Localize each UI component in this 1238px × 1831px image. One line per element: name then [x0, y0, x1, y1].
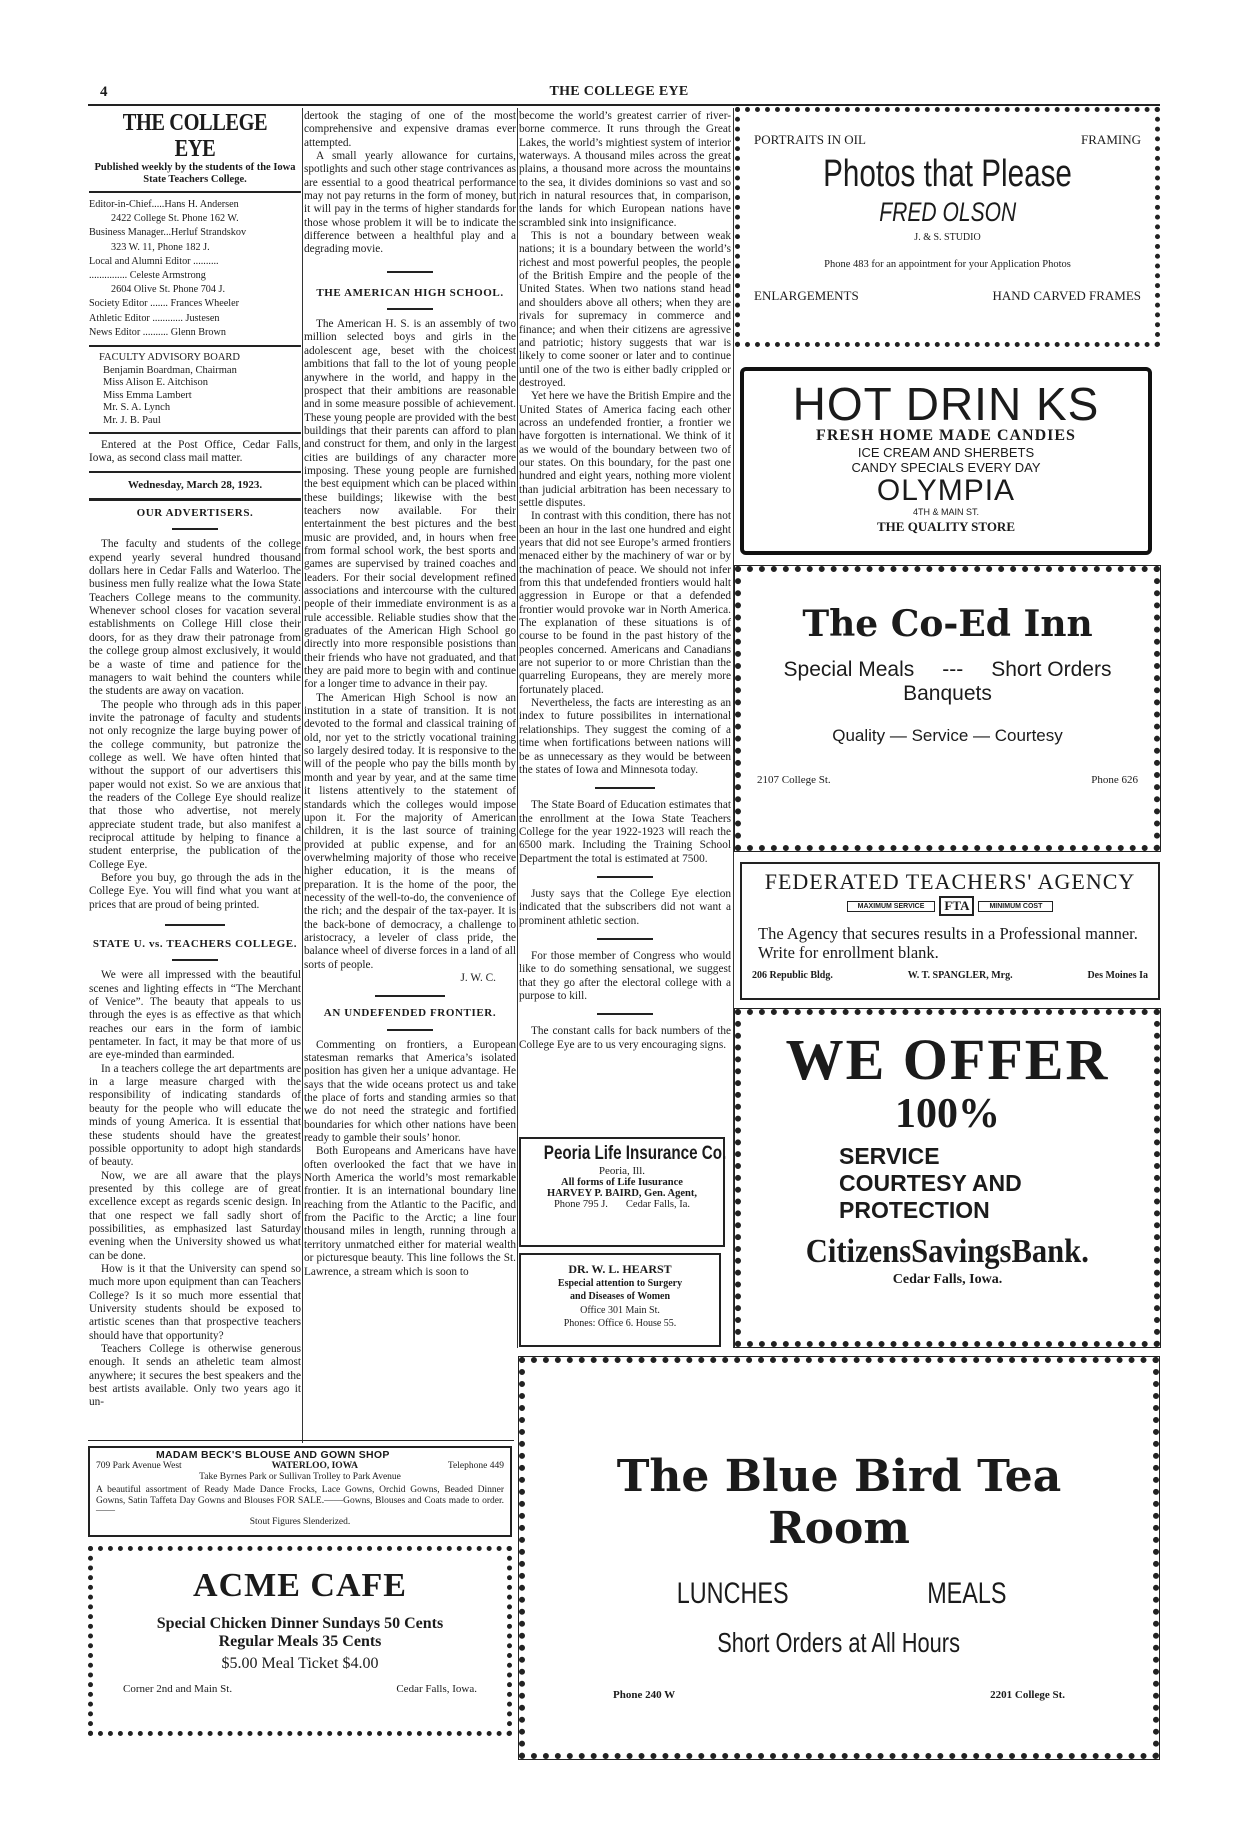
column-3 [519, 110, 731, 1125]
ad-text: Especial attention to Surgery [557, 1277, 683, 1289]
ad-headline: WE OFFER [785, 1027, 1110, 1092]
ad-text: LUNCHES [676, 1577, 789, 1610]
running-head: THE COLLEGE EYE [549, 84, 689, 99]
brief: The constant calls for back numbers of the College Eye are to us very encouraging signs. [519, 1025, 731, 1051]
ad-teachers-agency [740, 862, 1160, 1000]
board-member: Miss Emma Lambert [103, 389, 192, 401]
ad-text: --- [942, 658, 964, 681]
ad-name: Peoria Life Insurance Co. [543, 1143, 727, 1164]
column-divider [733, 108, 734, 1348]
ad-text: Peoria, Ill. [598, 1165, 646, 1177]
paragraph: Commenting on frontiers, a European statesman remarks that America’s isolated position has given her a unique advantage. He says that the wide oceans protect us and take the place of forts and standing armies so that we do not need the strategic and fortified boundaries for which other nations have been ready to gamble their souls’ honor. [304, 1038, 516, 1145]
ad-text: Phone 240 W [613, 1689, 676, 1701]
article-heading: AN UNDEFENDED FRONTIER. [323, 1007, 497, 1020]
paragraph: dertook the staging of one of the most comprehensive and expensive dramas ever attempted. [304, 110, 516, 149]
paragraph: The American High School is now an institution in a state of transition. It is not devoted to the formal and classical training of old, nor yet to the strictly vocational training so largely desired today. It is responsive to the will of the people who pay the bills month by month and year by year, and at the same time it listens attentively to the statement of standards which the colleges would impose upon it. For the majority of American children, it is the last source of training provided at public expense, and for an overwhelming majority of those who receive higher education, it is the means of preparation. It is the home of the poor, the necessity of the well-to-do, the convenience of the rich; and the despair of the tax-payer. It is the back-bone of democracy, a challenge to aristocracy, a leveler of class pride, the balance wheel of diverse forces in a land of all sorts of people. [304, 691, 516, 971]
ad-name: The Co-Ed Inn [802, 603, 1093, 645]
ad-text: Short Orders [991, 658, 1112, 681]
paragraph: Now, we are all aware that the plays presented by this college are of great excellence except as regards scenic design. In that one respect we fall sadly short of possibilities, as emphasized last Saturday evening when the University showed us what can be done. [89, 1169, 301, 1262]
ad-text: Take Byrnes Park or Sullivan Trolley to Park Avenue [199, 1472, 401, 1482]
ad-text: Phone 795 J. [553, 1199, 608, 1210]
ad-text: Phones: Office 6. House 55. [563, 1318, 677, 1329]
masthead-subtitle: Published weekly by the students of the Iowa State Teachers College. [94, 162, 296, 185]
ad-text: PROTECTION [839, 1197, 990, 1223]
ad-name: MADAM BECK'S BLOUSE AND GOWN SHOP [156, 1449, 390, 1461]
article-heading: THE AMERICAN HIGH SCHOOL. [316, 286, 504, 299]
ad-text: CANDY SPECIALS EVERY DAY [851, 460, 1041, 475]
column-divider [302, 108, 303, 1443]
staff-line: Society Editor ....... Frances Wheeler [89, 298, 240, 310]
signature: J. W. C. [460, 971, 496, 984]
masthead-title: THE COLLEGE EYE [122, 110, 268, 162]
ad-text: HAND CARVED FRAMES [992, 288, 1141, 303]
ad-text: Telephone 449 [447, 1461, 504, 1471]
staff-line: Business Manager...Herluf Strandskov [89, 227, 247, 239]
ad-text: Cedar Falls, Ia. [625, 1199, 691, 1210]
ad-text: 100% [895, 1091, 1000, 1137]
brief: The State Board of Education estimates that the enrollment at the Iowa State Teachers College for the year 1922-1923 will reach the 6500 mark. Including the Training School Department the total is estimated at 7500. [519, 799, 731, 865]
board-member: Benjamin Boardman, Chairman [103, 364, 237, 376]
ad-headline: Photos that Please [823, 153, 1072, 195]
brief: For those member of Congress who would like to do something sensational, we suggest that they go after the electoral college with a purpose to kill. [519, 949, 731, 1002]
column-1 [89, 110, 301, 1445]
paragraph: This is not a boundary between weak nations; it is a boundary between the world’s richest and most powerful peoples, the people of the British Empire and the people of the United States. When two nations stand head and shoulders above all others; when they are rivals for supremacy in commerce and finance; and when their citizens are agressive and patriotic; history suggests that war is likely to come sooner or later and to continue until one of the two is either badly crippled or destroyed. [519, 230, 731, 389]
issue-date: Wednesday, March 28, 1923. [127, 478, 263, 491]
ad-name: OLYMPIA [876, 474, 1016, 507]
ad-madam-beck [88, 1446, 512, 1537]
ad-text: HARVEY P. BAIRD, Gen. Agent, [547, 1188, 697, 1199]
ad-text: Short Orders at All Hours [717, 1627, 961, 1658]
column-divider [517, 108, 518, 1348]
article-heading: OUR ADVERTISERS. [136, 507, 254, 520]
paragraph: Nevertheless, the facts are interesting as an index to future possibilites in international relationships. They suggest the coming of a time when fortifications between nations will be as unnecessary as they would be between the states of Iowa and Minnesota today. [519, 697, 731, 776]
ad-peoria-life [519, 1137, 725, 1247]
ad-blue-bird [519, 1357, 1159, 1759]
ad-name: The Blue Bird Tea Room [616, 1451, 1062, 1554]
ad-text: PORTRAITS IN OIL [754, 132, 866, 147]
ad-text: FRESH HOME MADE CANDIES [816, 427, 1076, 444]
ad-dr-hearst [519, 1253, 721, 1347]
ad-text: ENLARGEMENTS [754, 288, 859, 303]
paragraph: Both Europeans and Americans have have often overlooked the fact that we have in North America the world’s most remarkable frontier. It is an international boundary line reaching from the Atlantic to the Pacific, and from the Pacific to the Arctic; a line four thousand miles in length, running through a territory unmatched either for material wealth or picturesque beauty. This line follows the St. Lawrence, a stream which is soon to [304, 1145, 516, 1278]
advisory-board [89, 352, 301, 427]
ad-text: J. & S. STUDIO [914, 232, 981, 243]
staff-line: Local and Alumni Editor .......... [89, 255, 219, 267]
ad-text: 2107 College St. [757, 774, 831, 786]
ad-text: FRAMING [1081, 132, 1141, 147]
paragraph: Teachers College is otherwise generous enough. It sends an atheletic team almost anywhere; it secures the best speakers and the best artists available. Only two years ago it un- [89, 1343, 301, 1409]
ad-text: W. T. SPANGLER, Mrg. [907, 970, 1013, 981]
paragraph: How is it that the University can spend so much more upon equipment than can Teachers College? Is it so much more essential that University students should be exposed to artistic scenes than that prospective teachers should have that opportunity? [89, 1262, 301, 1342]
ad-coed-inn [735, 566, 1160, 851]
ad-text: Cedar Falls, Iowa. [892, 1272, 1003, 1287]
staff-line: News Editor .......... Glenn Brown [89, 326, 226, 338]
header-rule [88, 104, 1160, 106]
board-member: Mr. J. B. Paul [103, 414, 161, 426]
article-heading: STATE U. vs. TEACHERS COLLEGE. [92, 938, 298, 951]
brief: Justy says that the College Eye election indicated that the subscribers did not want a prominent athletic section. [519, 887, 731, 927]
paragraph: We were all impressed with the beautiful scenes and lighting effects in “The Merchant of Venice”. The beauty that appeals to us through the eyes is as effective as that which reaches our ears in the form of iambic pentameter. In fact, it may be that more of us are eye-minded than earminded. [89, 969, 301, 1062]
ad-text: SERVICE [839, 1143, 940, 1169]
ad-name: CitizensSavingsBank. [805, 1233, 1090, 1270]
ad-text: Cedar Falls, Iowa. [396, 1683, 477, 1695]
ad-text: 4TH & MAIN ST. [912, 507, 979, 517]
paragraph: In contrast with this condition, there has not been an hour in the last one hundred and eight years that did not see Europe’s armed frontiers menaced either by the machinery of war or by the machination of peace. We should not infer from this that undefended frontiers would halt aggression in Europe or that a defended frontier would provoke war in North America. The explanation of these situations is of course to be found in the past history of the peoples concerned. Americans and Canadians are not superior to or more Christian than the quarreling Europeans, they are merely more fortunately placed. [519, 510, 731, 696]
ad-text: Special Meals [783, 658, 915, 681]
staff-line: ............... Celeste Armstrong [89, 270, 206, 282]
ad-name: FRED OLSON [879, 197, 1016, 227]
ad-text: Phone 626 [1091, 774, 1138, 786]
column-2 [304, 110, 516, 1445]
ad-name: DR. W. L. HEARST [568, 1262, 672, 1276]
ad-text: and Diseases of Women [569, 1291, 671, 1302]
ad-text: $5.00 Meal Ticket $4.00 [221, 1655, 379, 1672]
paragraph: In a teachers college the art departments are in a large measure charged with the responsibility of indicating standards of beauty for the people who will educate the minds of young America. It is essential that these students should have the greatest possible opportunity to adopt high standards of beauty. [89, 1062, 301, 1169]
ad-text: Stout Figures Slenderized. [249, 1516, 351, 1527]
ad-text: THE QUALITY STORE [877, 519, 1015, 534]
paragraph: become the world’s greatest carrier of river-borne commerce. It runs through the Great Lakes, the world’s mightiest system of interior waterways. A thousand miles across the great plains, a thousand more across the mountains to the sea, it divides dominions so vast and so rich in natural resources that, in comparison, the lands for which European nations have scrambled sink into insignificance. [519, 110, 731, 229]
ad-text: Office 301 Main St. [580, 1304, 660, 1316]
staff-line: 2422 College St. Phone 162 W. [111, 213, 239, 225]
ad-text: COURTESY AND [839, 1170, 1022, 1196]
ad-text: Phone 483 for an appointment for your Application Photos [824, 259, 1071, 270]
entered-notice: Entered at the Post Office, Cedar Falls, Iowa, as second class mail matter. [89, 439, 301, 465]
ad-text: MEALS [926, 1577, 1007, 1610]
agency-banner: MINIMUM COST [978, 901, 1053, 912]
ad-text: ICE CREAM AND SHERBETS [857, 445, 1035, 460]
ad-text: Des Moines Ia [1087, 970, 1148, 981]
paragraph: The faculty and students of the college expend yearly several hundred thousand dollars here in Cedar Falls and Waterloo. The business men fully realize what the Iowa State Teachers College means to the community. Whenever school closes for vacation several establishments on College Hill close their doors, for as they draw their patronage from the college group almost exclusively, it would be a waste of time and patience for the managers to wait behind the counters while the students are away on vacation. [89, 538, 301, 698]
paragraph: The people who through ads in this paper invite the patronage of faculty and students not only recognize the large buying power of the college community, but patronize the college as well. We have often hinted that without the support of our advertisers this paper would not exist. So we are anxious that the readers of the College Eye should realize that those who advertise, not merely appreciate student trade, but also manifest a reciprocal attitude by helping to finance a student enterprise, the publication of the College Eye. [89, 698, 301, 871]
staff-line: 2604 Olive St. Phone 704 J. [111, 284, 226, 296]
paragraph: Before you buy, go through the ads in the College Eye. You will find what you want at prices that are proud of being printed. [89, 872, 301, 911]
ad-text: Corner 2nd and Main St. [123, 1683, 233, 1695]
ad-headline: HOT DRIN KS [792, 378, 1100, 430]
ad-text: 709 Park Avenue West [96, 1461, 182, 1471]
ad-text: 206 Republic Bldg. [752, 970, 833, 981]
ad-text: Banquets [903, 682, 992, 705]
page-number: 4 [100, 84, 108, 100]
ad-text: All forms of Life Iusurance [561, 1177, 683, 1188]
ad-name: ACME CAFE [193, 1567, 407, 1604]
agency-logo: FEDERATED TEACHERS' AGENCY [764, 869, 1136, 894]
staff-line: Editor-in-Chief.....Hans H. Andersen [89, 199, 239, 210]
ad-acme-cafe [88, 1546, 512, 1736]
ad-text: The Agency that secures results in a Professional manner. Write for enrollment blank. [758, 924, 1138, 962]
ad-olympia [740, 367, 1152, 555]
ad-text: 2201 College St. [990, 1689, 1065, 1701]
ad-photos [735, 107, 1160, 347]
paragraph: A small yearly allowance for curtains, spotlights and such other stage contrivances as are essential to a good theatrical performance may not pay returns in the form of money, but it will pay in the terms of higher standards for those whose problem it will be to indicate the difference between a healthful play and a degrading movie. [304, 150, 516, 256]
ad-text: Quality — Service — Courtesy [832, 726, 1063, 745]
ad-citizens-bank [735, 1009, 1160, 1347]
staff-line: Athletic Editor ............ Justesen [89, 312, 220, 324]
ad-text: A beautiful assortment of Ready Made Dance Frocks, Lace Gowns, Orchid Gowns, Beaded Dinner Gowns, Satin Taffeta Day Gowns and Blouses FOR SALE.——Gowns, Blouses and Coats made to order.—— [96, 1485, 504, 1516]
staff-list [89, 198, 301, 340]
staff-line: 323 W. 11, Phone 182 J. [111, 241, 210, 253]
ad-text: WATERLOO, IOWA [271, 1461, 359, 1471]
ad-text: Regular Meals 35 Cents [218, 1633, 382, 1650]
agency-monogram: FTA [939, 896, 974, 916]
ad-text: Special Chicken Dinner Sundays 50 Cents [156, 1615, 444, 1632]
paragraph: Yet here we have the British Empire and the United States of America facing each other across an undefended frontier, a frontier we have forgotten is international. We think of it as we would of the boundary between two of our states. On this boundary, for the past one hundred and eight years, nothing more violent than judicial arbitration has been necessary to settle disputes. [519, 390, 731, 509]
board-member: Miss Alison E. Aitchison [103, 377, 209, 389]
board-heading: FACULTY ADVISORY BOARD [99, 352, 240, 364]
agency-banner: MAXIMUM SERVICE [847, 901, 936, 912]
board-member: Mr. S. A. Lynch [103, 402, 171, 414]
paragraph: The American H. S. is an assembly of two million selected boys and girls in the adolescent age, beset with the choicest ambitions that fall to the lot of young people anywhere in the world, and happy in the prospect that their ambitions are reasonable and in some measure possible of achievement. These young people are provided with the best buildings that their parents can afford to plan and construct for them, and only in the largest cities are buildings of any character more imposing. These young people are furnished the best equipment which can be placed within these buildings; likewise with the best teachers now available. For their entertainment the best pictures and the best music are provided, and, in hours when free from formal school work, the best sports and games are supervised by trained coaches and leaders. For their social development refined associations and intercourse with the cultured people of their immediate environment is as a rule accessible. Reliable studies show that the graduates of the American High School go directly into more responsible posistions than their friends who have not graduated, and that they are paid more to begin with and continue for a longer time to advance in their pay. [304, 318, 516, 691]
